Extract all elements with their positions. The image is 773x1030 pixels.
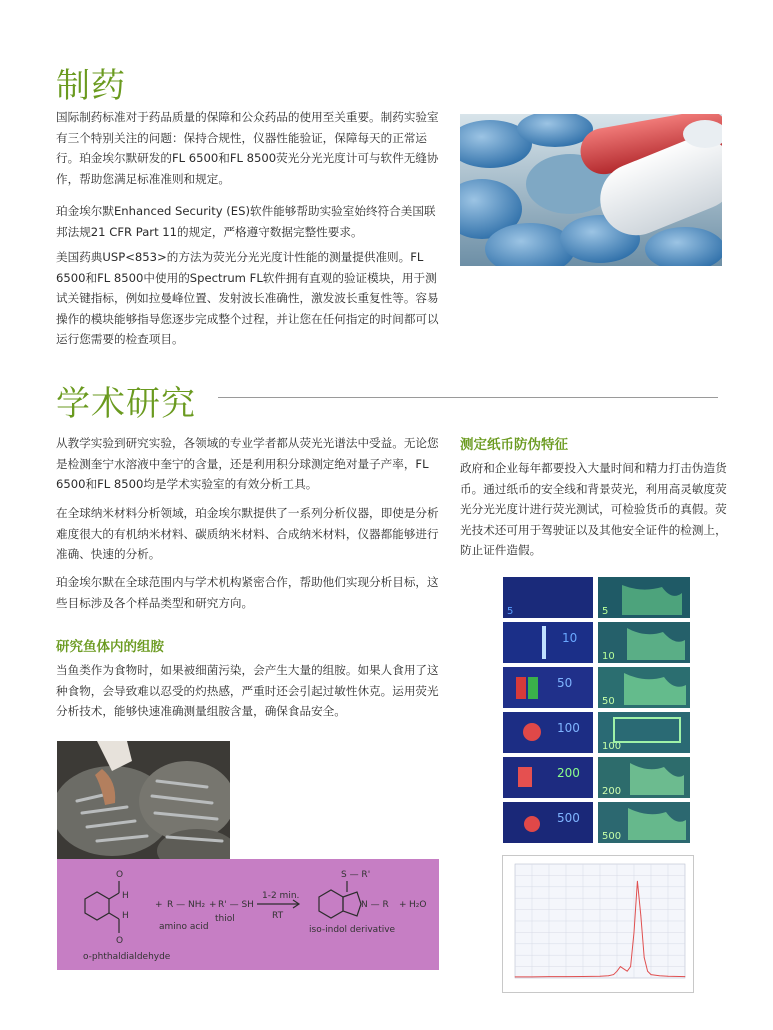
reaction-scheme-panel: [57, 859, 439, 970]
data-point: [651, 974, 652, 975]
data-point: [515, 976, 516, 977]
denomination-label: 500: [602, 831, 622, 842]
atom-o-bottom: O: [116, 936, 124, 946]
denomination-label: 100: [557, 721, 580, 735]
data-point: [608, 975, 609, 976]
pharma-paragraph-2: 珀金埃尔默Enhanced Security (ES)软件能够帮助实验室始终符合美国联邦法规21 CFR Part 11的规定，严格遵守数据完整性要求。: [56, 204, 436, 239]
data-point: [617, 971, 618, 972]
data-point: [583, 976, 584, 977]
section-title-academic: 学术研究: [56, 384, 196, 424]
pharma-paragraph-1: 国际制药标准对于药品质量的保障和公众药品的使用至关重要。制药实验室有三个特别关注的问题：保持合规性，仪器性能验证，保障每天的正常运行。珀金埃尔默研发的FL 6500和FL 8500荧光分光光度计可与软件无缝协作，帮助您满足标准准则和规定。: [56, 110, 439, 186]
data-point: [532, 976, 533, 977]
data-point: [566, 976, 567, 977]
reaction-plus-1: +: [155, 900, 163, 910]
data-point: [659, 975, 660, 976]
water-formula: H₂O: [409, 900, 427, 910]
denomination-label: 200: [557, 766, 580, 780]
data-point: [640, 915, 641, 916]
denomination-label: 50: [602, 696, 615, 707]
data-point: [630, 966, 631, 967]
data-point: [644, 957, 645, 958]
reaction-plus-2: +: [209, 900, 217, 910]
subheading-currency: 测定纸币防伪特征: [460, 437, 568, 453]
data-point: [637, 881, 638, 882]
data-point: [647, 971, 648, 972]
academic-paragraph-1: 从教学实验到研究实验，各领域的专业学者都从荧光光谱法中受益。无论您是检测奎宁水溶液中奎宁的含量，还是利用积分球测定绝对量子产率，FL 6500和FL 8500均是学术实验室的有效分析工具。: [56, 436, 439, 491]
data-point: [685, 976, 686, 977]
conditions-time: 1-2 min.: [262, 891, 300, 901]
conditions-temp: RT: [272, 911, 284, 921]
subheading-fish: 研究鱼体内的组胺: [56, 639, 164, 655]
thiol-formula: R' — SH: [218, 900, 254, 910]
academic-paragraph-2: 在全球纳米材料分析领域，珀金埃尔默提供了一系列分析仪器，即使是分析难度很大的有机纳米材料、碳质纳米材料、合成纳米材料，仪器都能够进行准确、快速的分析。: [56, 506, 439, 561]
denomination-label: 50: [557, 676, 573, 690]
amino-acid-label: amino acid: [159, 922, 209, 932]
denomination-label: 5: [507, 606, 514, 617]
fish-basket-photo: [57, 741, 230, 859]
data-point: [634, 932, 635, 933]
denomination-label: 5: [602, 606, 609, 617]
spectrum-chart: [503, 856, 693, 992]
banknotes-fluorescence-photo: [502, 577, 692, 845]
reagent-label: o-phthaldialdehyde: [83, 952, 171, 962]
pills-photo: [460, 114, 722, 266]
data-point: [620, 966, 621, 967]
denomination-label: 100: [602, 741, 622, 752]
data-point: [623, 968, 624, 969]
denomination-label: 10: [562, 631, 578, 645]
academic-paragraph-3: 珀金埃尔默在全球范围内与学术机构紧密合作，帮助他们实现分析目标，这些目标涉及各个样品类型和研究方向。: [56, 575, 439, 610]
currency-paragraph: 政府和企业每年都要投入大量时间和精力打击伪造货币。通过纸币的安全线和背景荧光，利用高灵敏度荧光分光光度计进行荧光测试，可检验货币的真假。荧光技术还可用于驾驶证以及其他安全证件的检测上，防止证件造假。: [460, 461, 727, 557]
product-substituent: S — R': [341, 870, 371, 880]
denomination-label: 500: [557, 811, 580, 825]
atom-o-top: O: [116, 870, 124, 880]
atom-h-top: H: [122, 891, 129, 901]
data-point: [600, 976, 601, 977]
amine-formula: R — NH₂: [167, 900, 206, 910]
spectrum-chart-frame: [502, 855, 694, 993]
thiol-label: thiol: [215, 914, 235, 924]
data-point: [613, 974, 614, 975]
section-divider: [218, 397, 718, 398]
fish-paragraph: 当鱼类作为食物时，如果被细菌污染，会产生大量的组胺。如果人食用了这种食物，会导致难以忍受的灼热感，严重时还会引起过敏性休克。运用荧光分析技术，能够快速准确测量组胺含量，确保食品安全。: [56, 663, 439, 718]
reaction-plus-3: +: [399, 900, 407, 910]
data-point: [668, 976, 669, 977]
pharma-paragraph-3: 美国药典USP<853>的方法为荧光分光光度计性能的测量提供准则。FL 6500和FL 8500中使用的Spectrum FL软件拥有直观的验证模块，用于测试关键指标，例如拉曼峰位置、发射波长准确性，激发波长重复性等。容易操作的模块能够指导您逐步完成整个过程，并让您在任何指定的时间都可以运行您需要的检查项目。: [56, 250, 439, 346]
data-point: [549, 976, 550, 977]
product-label: iso-indol derivative: [309, 925, 396, 935]
denomination-label: 10: [602, 651, 615, 662]
reaction-scheme: [57, 859, 439, 970]
data-point: [627, 971, 628, 972]
denomination-label: 200: [602, 786, 622, 797]
section-title-pharma: 制药: [56, 66, 126, 106]
product-nitrogen: N — R: [361, 900, 389, 910]
atom-h-bottom: H: [122, 911, 129, 921]
